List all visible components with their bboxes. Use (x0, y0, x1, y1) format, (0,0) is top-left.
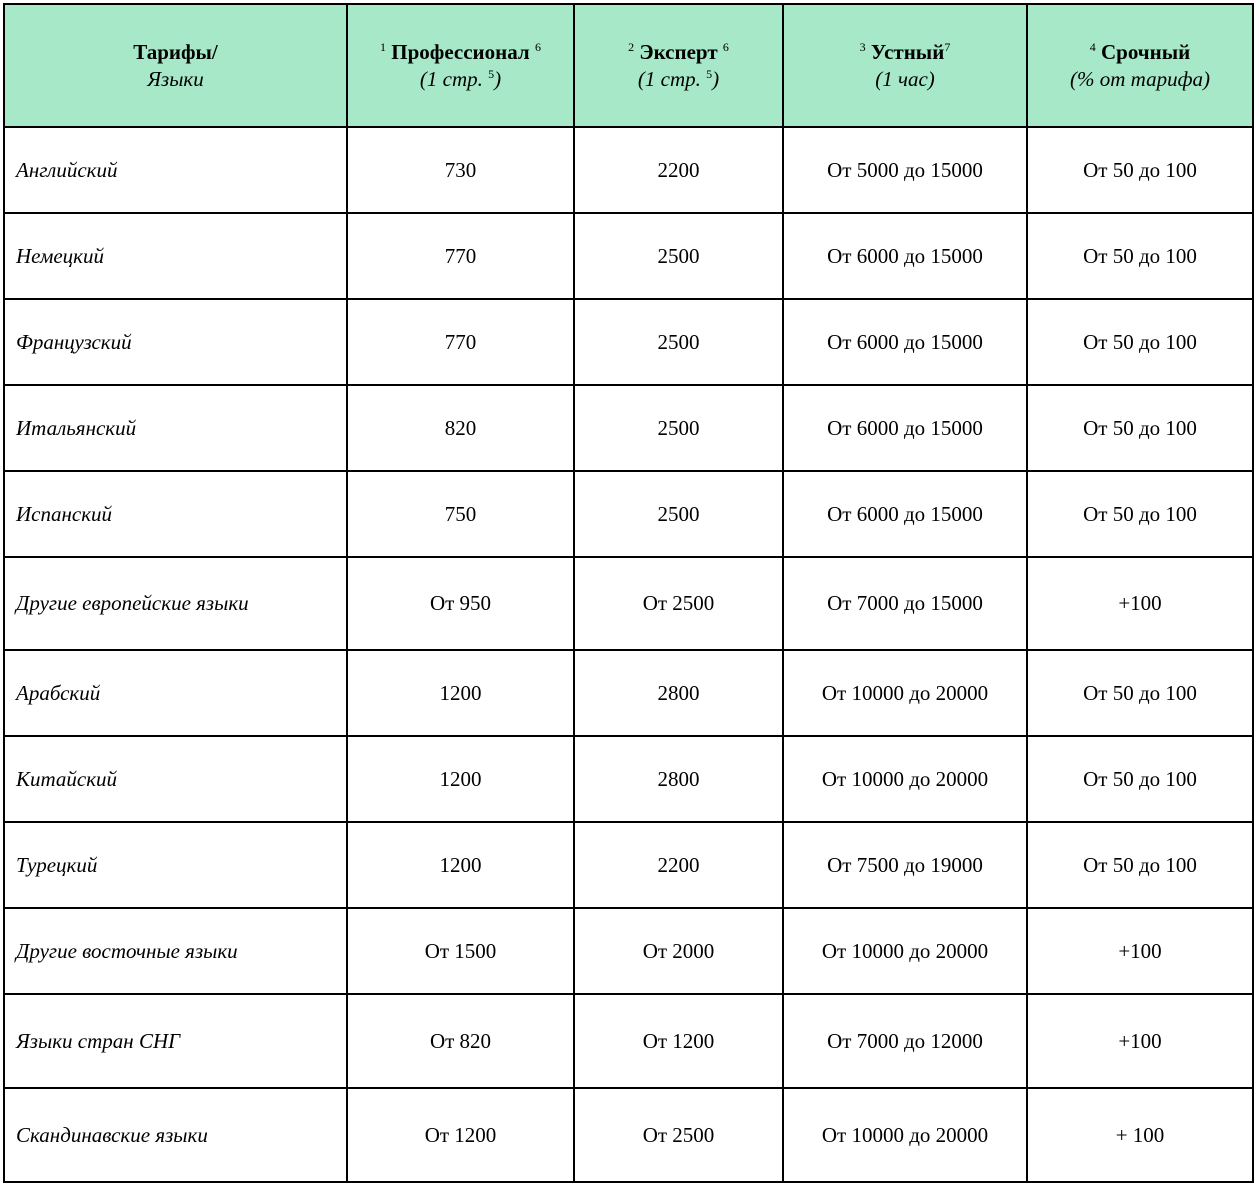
header-expert-sub (575, 66, 782, 93)
urgent-rate-cell: От 50 до 100 (1027, 736, 1253, 822)
expert-price-cell: 2500 (574, 385, 783, 471)
professional-price-cell: 820 (347, 385, 574, 471)
language-cell: Французский (4, 299, 347, 385)
professional-price-cell: От 1500 (347, 908, 574, 994)
oral-price-cell: От 6000 до 15000 (783, 299, 1027, 385)
header-urgent-label: Срочный (1101, 39, 1191, 64)
professional-price-cell: 730 (347, 127, 574, 213)
table-row (4, 650, 1253, 736)
table-row (4, 127, 1253, 213)
table-row (4, 557, 1253, 650)
language-cell: Арабский (4, 650, 347, 736)
header-oral-title (784, 39, 1026, 66)
table-row (4, 908, 1253, 994)
urgent-rate-cell: + 100 (1027, 1088, 1253, 1182)
professional-price-cell: 770 (347, 299, 574, 385)
header-professional-sub-end: ) (494, 66, 502, 91)
expert-price-cell: 2500 (574, 471, 783, 557)
urgent-rate-cell: +100 (1027, 908, 1253, 994)
urgent-rate-cell: От 50 до 100 (1027, 213, 1253, 299)
header-cell-oral (783, 4, 1027, 127)
urgent-rate-cell: От 50 до 100 (1027, 299, 1253, 385)
oral-price-cell: От 5000 до 15000 (783, 127, 1027, 213)
table-row (4, 213, 1253, 299)
table-header (4, 4, 1253, 127)
expert-price-cell: От 2000 (574, 908, 783, 994)
header-professional-sub-label: (1 стр. (419, 66, 483, 91)
urgent-rate-cell: +100 (1027, 994, 1253, 1088)
language-cell: Турецкий (4, 822, 347, 908)
header-expert-sub-sup: 5 (706, 66, 713, 81)
header-oral-pre-sup: 3 (859, 39, 866, 54)
language-cell: Испанский (4, 471, 347, 557)
header-languages-label: Языки (147, 66, 204, 91)
oral-price-cell: От 6000 до 15000 (783, 213, 1027, 299)
urgent-rate-cell: От 50 до 100 (1027, 127, 1253, 213)
expert-price-cell: 2500 (574, 299, 783, 385)
oral-price-cell: От 6000 до 15000 (783, 471, 1027, 557)
header-professional-pre-sup: 1 (380, 39, 387, 54)
expert-price-cell: 2800 (574, 736, 783, 822)
header-expert-post-sup: 6 (722, 39, 729, 54)
header-professional-title (348, 39, 573, 66)
urgent-rate-cell: От 50 до 100 (1027, 471, 1253, 557)
language-cell: Немецкий (4, 213, 347, 299)
header-expert-sub-label: (1 стр. (637, 66, 701, 91)
header-cell-languages (4, 4, 347, 127)
header-cell-expert (574, 4, 783, 127)
expert-price-cell: От 1200 (574, 994, 783, 1088)
header-cell-professional (347, 4, 574, 127)
language-cell: Скандинавские языки (4, 1088, 347, 1182)
header-professional-sub (348, 66, 573, 93)
header-expert-pre-sup: 2 (628, 39, 635, 54)
language-cell: Другие европейские языки (4, 557, 347, 650)
professional-price-cell: От 820 (347, 994, 574, 1088)
language-cell: Языки стран СНГ (4, 994, 347, 1088)
header-cell-urgent (1027, 4, 1253, 127)
oral-price-cell: От 10000 до 20000 (783, 908, 1027, 994)
expert-price-cell: 2200 (574, 822, 783, 908)
oral-price-cell: От 7000 до 12000 (783, 994, 1027, 1088)
urgent-rate-cell: +100 (1027, 557, 1253, 650)
header-professional-label: Профессионал (391, 39, 530, 64)
header-row (4, 4, 1253, 127)
oral-price-cell: От 10000 до 20000 (783, 1088, 1027, 1182)
oral-price-cell: От 10000 до 20000 (783, 650, 1027, 736)
professional-price-cell: 770 (347, 213, 574, 299)
header-tariffs-label: Тарифы/ (133, 39, 218, 64)
header-urgent-pre-sup: 4 (1089, 39, 1096, 54)
expert-price-cell: От 2500 (574, 1088, 783, 1182)
professional-price-cell: 750 (347, 471, 574, 557)
header-expert-label: Эксперт (639, 39, 718, 64)
header-oral-label: Устный (870, 39, 945, 64)
professional-price-cell: 1200 (347, 822, 574, 908)
language-cell: Китайский (4, 736, 347, 822)
table-row (4, 994, 1253, 1088)
header-expert-title (575, 39, 782, 66)
urgent-rate-cell: От 50 до 100 (1027, 822, 1253, 908)
oral-price-cell: От 6000 до 15000 (783, 385, 1027, 471)
urgent-rate-cell: От 50 до 100 (1027, 385, 1253, 471)
oral-price-cell: От 7000 до 15000 (783, 557, 1027, 650)
oral-price-cell: От 10000 до 20000 (783, 736, 1027, 822)
table-body (4, 127, 1253, 1182)
header-expert-sub-end: ) (712, 66, 720, 91)
header-urgent-sub: (% от тарифа) (1070, 66, 1210, 91)
professional-price-cell: От 950 (347, 557, 574, 650)
header-oral-post-sup: 7 (944, 39, 951, 54)
expert-price-cell: От 2500 (574, 557, 783, 650)
expert-price-cell: 2200 (574, 127, 783, 213)
urgent-rate-cell: От 50 до 100 (1027, 650, 1253, 736)
professional-price-cell: 1200 (347, 736, 574, 822)
header-professional-sub-sup: 5 (488, 66, 495, 81)
header-urgent-title (1028, 39, 1252, 66)
header-oral-sub: (1 час) (875, 66, 935, 91)
header-professional-post-sup: 6 (534, 39, 541, 54)
table-row (4, 471, 1253, 557)
table-row (4, 736, 1253, 822)
expert-price-cell: 2500 (574, 213, 783, 299)
table-row (4, 1088, 1253, 1182)
language-cell: Английский (4, 127, 347, 213)
table-row (4, 385, 1253, 471)
expert-price-cell: 2800 (574, 650, 783, 736)
professional-price-cell: От 1200 (347, 1088, 574, 1182)
table-row (4, 299, 1253, 385)
language-cell: Другие восточные языки (4, 908, 347, 994)
oral-price-cell: От 7500 до 19000 (783, 822, 1027, 908)
table-row (4, 822, 1253, 908)
language-cell: Итальянский (4, 385, 347, 471)
professional-price-cell: 1200 (347, 650, 574, 736)
rates-table (3, 3, 1254, 1183)
